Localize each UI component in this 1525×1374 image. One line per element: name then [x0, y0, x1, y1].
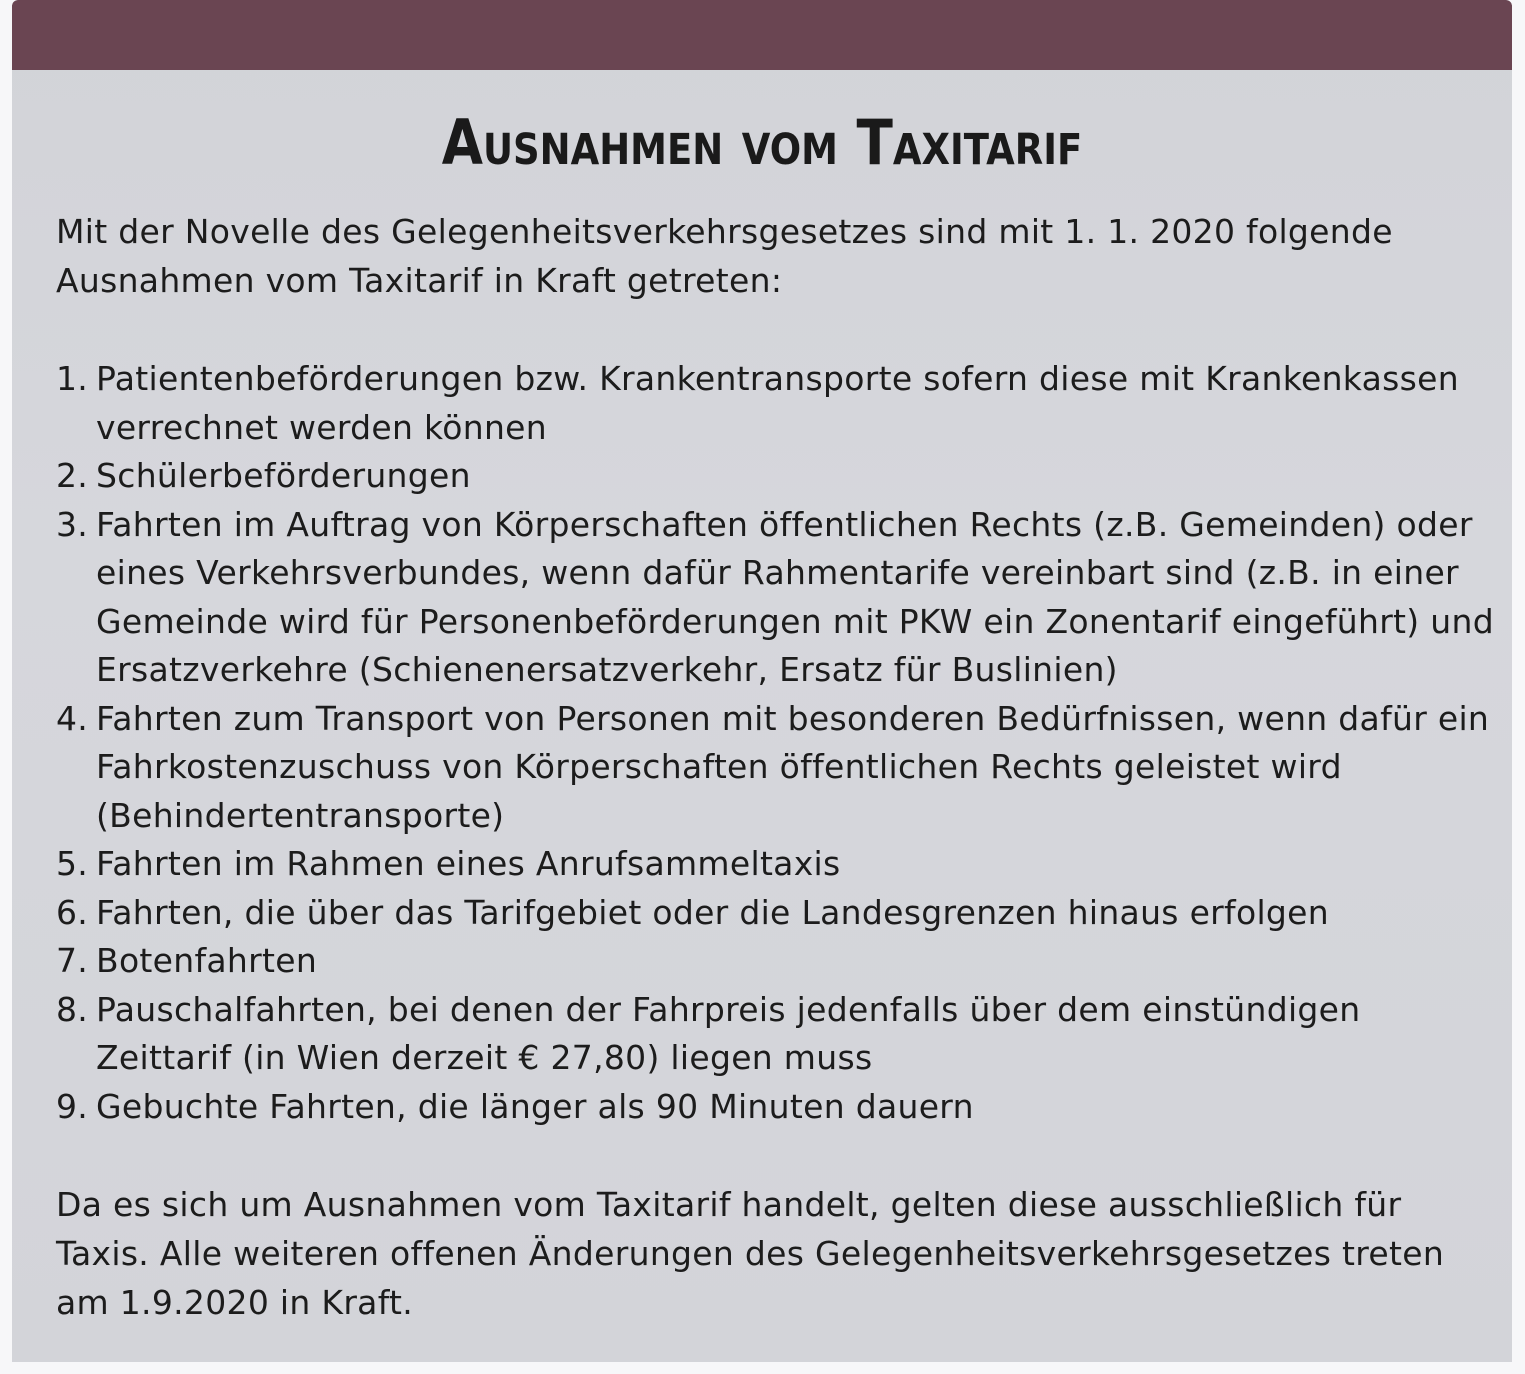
list-item-text: Fahrten im Auftrag von Körperschaften öffentlichen Rechts (z.B. Gemeinden) oder eines Verkehrsverbundes, wenn dafür Rahmentarife vereinbart sind (z.B. in einer Gemeinde wird für Personenbeförderungen mit PKW ein Zonentarif eingeführt) und Ersatzverkehre (Schienenersatzverkehr, Ersatz für Buslinien)	[96, 504, 1494, 689]
list-item-number: 7.	[56, 941, 89, 980]
list-item	[56, 889, 1496, 938]
info-box	[12, 0, 1512, 1362]
list-item	[56, 840, 1496, 889]
intro-paragraph: Mit der Novelle des Gelegenheitsverkehrsgesetzes sind mit 1. 1. 2020 folgende Ausnahmen vom Taxitarif in Kraft getreten:	[56, 212, 1393, 300]
list-item	[56, 1083, 1496, 1132]
list-item	[56, 452, 1496, 501]
list-item-number: 6.	[56, 892, 89, 932]
list-item-text: Gebuchte Fahrten, die länger als 90 Minuten dauern	[96, 1086, 974, 1126]
list-item-number: 8.	[56, 989, 89, 1029]
list-item-number: 4.	[56, 698, 89, 738]
list-item	[56, 501, 1496, 695]
list-item-number: 2.	[56, 456, 89, 495]
list-item	[56, 355, 1496, 452]
list-item	[56, 937, 1496, 986]
header-bar	[12, 0, 1512, 70]
exceptions-list	[56, 355, 1496, 1131]
list-item	[56, 986, 1496, 1083]
list-item-text: Fahrten zum Transport von Personen mit besonderen Bedürfnissen, wenn dafür ein Fahrkostenzuschuss von Körperschaften öffentlichen Rechts geleistet wird (Behindertentransporte)	[96, 698, 1490, 835]
list-item-text: Botenfahrten	[96, 941, 318, 980]
list-item-text: Fahrten im Rahmen eines Anrufsammeltaxis	[96, 844, 841, 883]
list-item-text: Fahrten, die über das Tarifgebiet oder die Landesgrenzen hinaus erfolgen	[96, 892, 1329, 932]
list-item-number: 9.	[56, 1086, 89, 1126]
list-item	[56, 695, 1496, 841]
list-item-text: Patientenbeförderungen bzw. Krankentransporte sofern diese mit Krankenkassen verrechnet werden können	[96, 359, 1459, 447]
closing-paragraph: Da es sich um Ausnahmen vom Taxitarif handelt, gelten diese ausschließlich für Taxis. Alle weiteren offenen Änderungen des Gelegenheitsverkehrsgesetzes treten am 1.9.2020 in Kraft.	[56, 1185, 1445, 1322]
list-item-number: 5.	[56, 844, 89, 883]
list-item-number: 1.	[56, 359, 89, 398]
box-title: Ausnahmen vom Taxitarif	[441, 106, 1083, 179]
list-item-number: 3.	[56, 504, 89, 544]
list-item-text: Schülerbeförderungen	[96, 456, 471, 495]
list-item-text: Pauschalfahrten, bei denen der Fahrpreis jedenfalls über dem einstündigen Zeittarif (in Wien derzeit € 27,80) liegen muss	[96, 989, 1361, 1077]
